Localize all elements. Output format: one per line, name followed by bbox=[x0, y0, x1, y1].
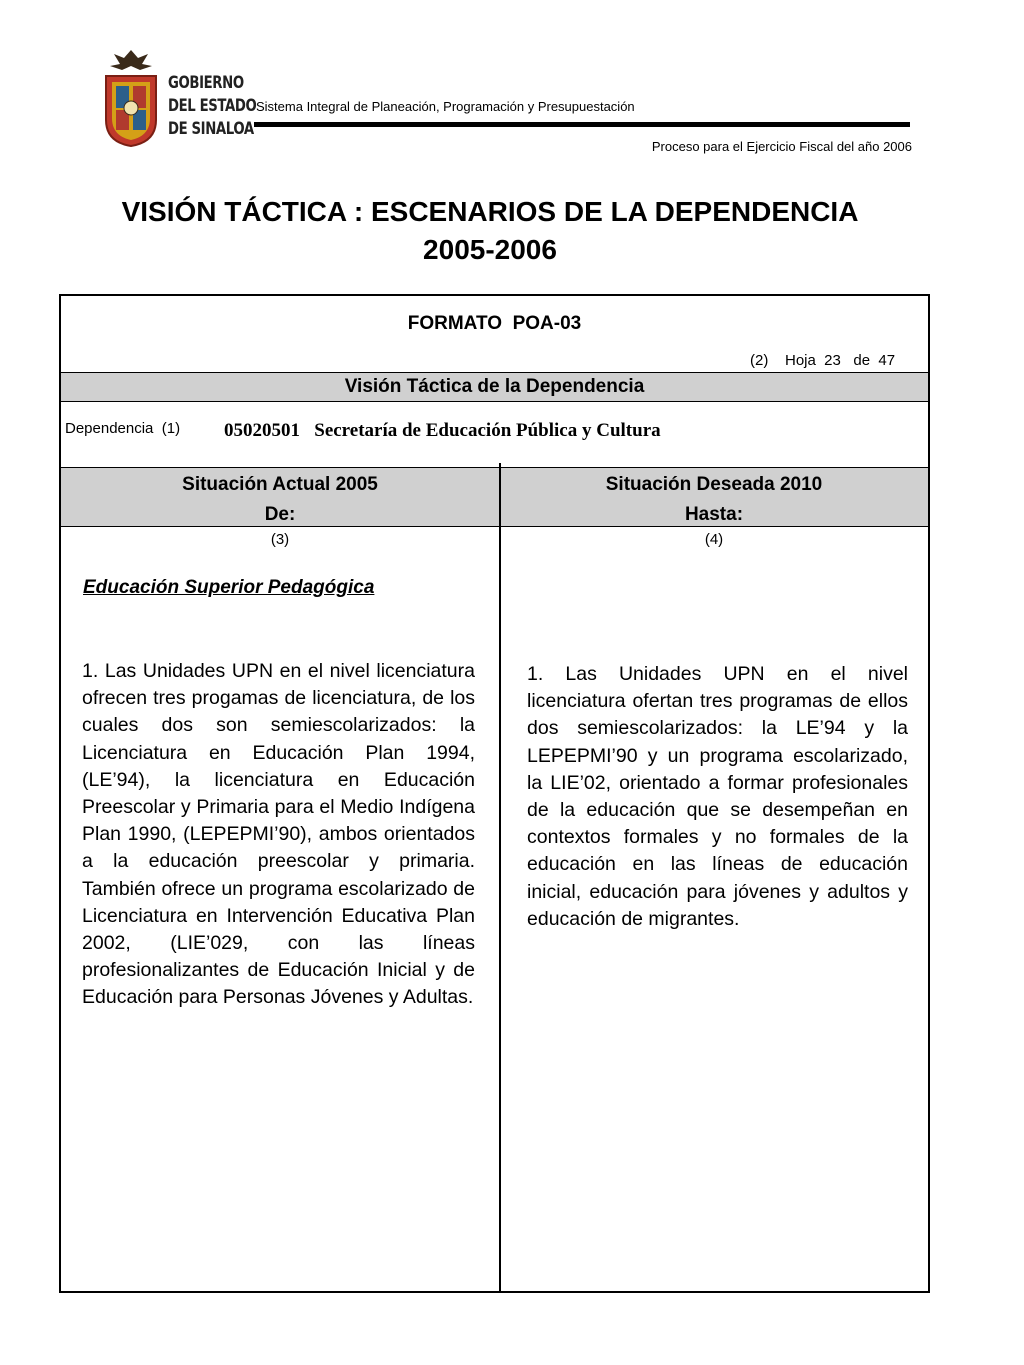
section-title: Visión Táctica de la Dependencia bbox=[344, 376, 645, 397]
column-title-current: Situación Actual 2005 bbox=[182, 474, 378, 495]
column-number-current: (3) bbox=[270, 531, 290, 548]
page-reference: (2) Hoja 23 de 47 bbox=[750, 352, 896, 369]
column-header-desired bbox=[500, 470, 928, 530]
header-rule bbox=[254, 122, 910, 127]
page-title bbox=[0, 193, 980, 269]
column-number-desired: (4) bbox=[704, 531, 724, 548]
column-sub-current: De: bbox=[264, 504, 296, 525]
dependency-value: 05020501 Secretaría de Educación Pública y Cultura bbox=[224, 420, 661, 441]
left-subtitle: Educación Superior Pedagógica bbox=[83, 577, 375, 598]
system-name: Sistema Integral de Planeación, Programación y Presupuestación bbox=[256, 99, 635, 114]
desired-situation-text: 1. Las Unidades UPN en el nivel licenciatura ofertan tres programas de ellos dos semiescolarizados: la LE’94 y la LEPEPMI’90 y un programa escolarizado, la LIE’02, orientado a formar profesionales de la educación que se desempeñan en contextos formales y no formales de la educación en las líneas de educación inicial, educación para jóvenes y adultos y educación de migrantes. bbox=[527, 663, 908, 930]
logo-line-3: DE SINALOA bbox=[168, 119, 254, 139]
logo-line-2: DEL ESTADO bbox=[168, 96, 257, 116]
format-label: FORMATO POA-03 bbox=[407, 313, 582, 334]
state-seal-logo bbox=[100, 46, 162, 150]
logo-wordmark bbox=[168, 72, 256, 141]
column-title-desired: Situación Deseada 2010 bbox=[605, 474, 823, 495]
dependency-label: Dependencia (1) bbox=[65, 420, 181, 437]
column-header-current bbox=[61, 470, 499, 530]
title-line-1: VISIÓN TÁCTICA : ESCENARIOS DE LA DEPENDENCIA bbox=[121, 196, 859, 227]
title-line-2: 2005-2006 bbox=[423, 234, 557, 265]
current-situation-text: 1. Las Unidades UPN en el nivel licenciatura ofrecen tres progamas de licenciatura, de los cuales dos son semiescolarizados: la Licenciatura en Educación Plan 1994, (LE’94), la licenciatura en Educación Preescolar y Primaria para el Medio Indígena Plan 1990, (LEPEPMI’90), ambos orientados a la educación preescolar y primaria. También ofrece un programa escolarizado de Licenciatura en Intervención Educativa Plan 2002, (LIE’029, con las líneas profesionalizantes de Educación Inicial y de Educación para Personas Jóvenes y Adultas. bbox=[82, 660, 475, 1009]
column-sub-desired: Hasta: bbox=[684, 504, 744, 525]
column-divider bbox=[499, 463, 501, 1291]
process-line: Proceso para el Ejercicio Fiscal del año 2006 bbox=[651, 139, 912, 154]
logo-line-1: GOBIERNO bbox=[168, 73, 244, 93]
